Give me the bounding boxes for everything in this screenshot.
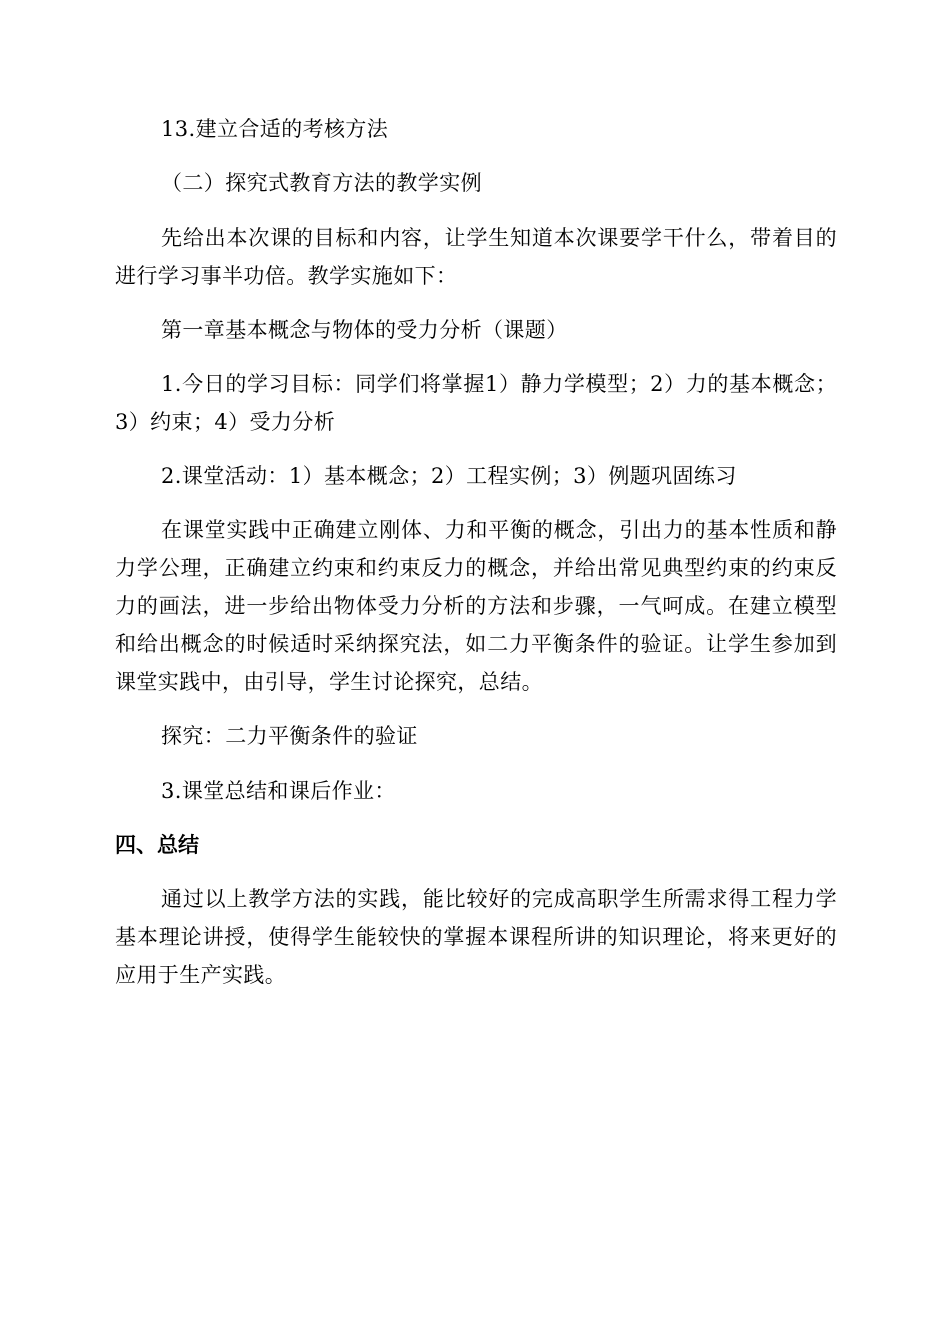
paragraph-chapter-title: 第一章基本概念与物体的受力分析（课题）	[161, 318, 568, 342]
paragraph-conclusion: 通过以上教学方法的实践，能比较好的完成高职学生所需求得工程力学基本理论讲授，使得学生能较快的掌握本课程所讲的知识理论，将来更好的应用于生产实践。	[115, 887, 837, 987]
paragraph-class-activities: 2.课堂活动：1）基本概念；2）工程实例；3）例题巩固练习	[161, 464, 737, 488]
paragraph-assessment-method: 13.建立合适的考核方法	[161, 117, 389, 141]
paragraph-inquiry-topic: 探究：二力平衡条件的验证	[161, 724, 418, 748]
section-subtitle-inquiry-example: （二）探究式教育方法的教学实例	[161, 171, 482, 195]
paragraph-learning-objectives: 1.今日的学习目标：同学们将掌握1）静力学模型；2）力的基本概念；3）约束；4）受力分析	[115, 372, 837, 434]
paragraph-lesson-goals: 先给出本次课的目标和内容，让学生知道本次课要学干什么，带着目的进行学习事半功倍。教学实施如下：	[115, 226, 837, 288]
section-heading-summary: 四、总结	[115, 833, 199, 857]
paragraph-class-practice: 在课堂实践中正确建立刚体、力和平衡的概念，引出力的基本性质和静力学公理，正确建立约束和约束反力的概念，并给出常见典型约束的约束反力的画法，进一步给出物体受力分析的方法和步骤，一气呵成。在建立模型和给出概念的时候适时采纳探究法，如二力平衡条件的验证。让学生参加到课堂实践中，由引导，学生讨论探究，总结。	[115, 518, 837, 694]
paragraph-summary-homework: 3.课堂总结和课后作业：	[161, 779, 396, 803]
